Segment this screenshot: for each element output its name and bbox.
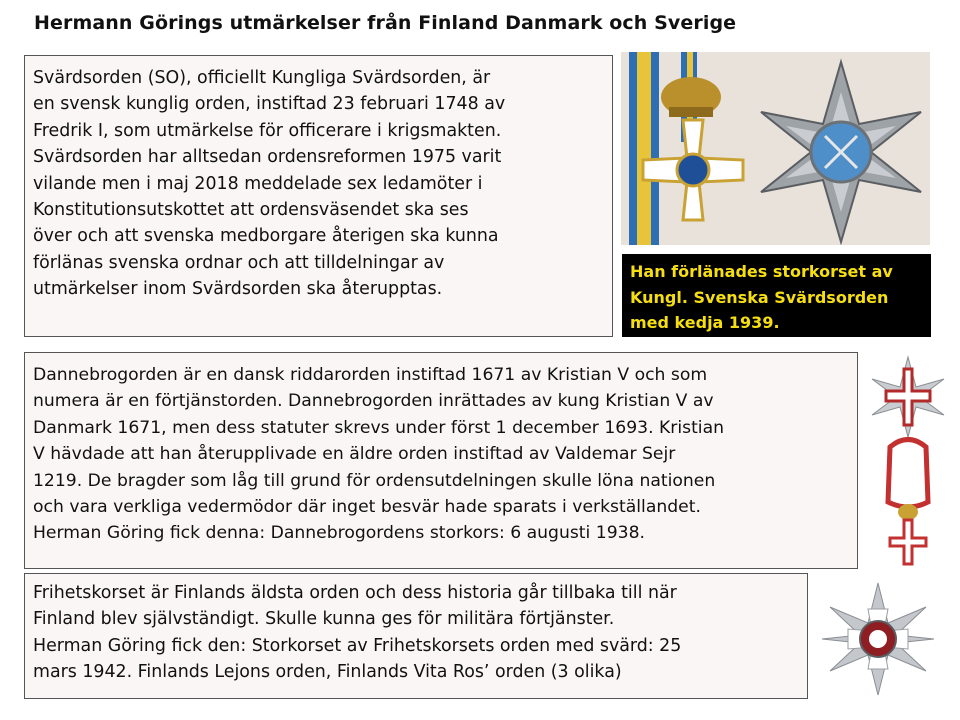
denmark-text-box — [24, 352, 858, 569]
text-line: mars 1942. Finlands Lejons orden, Finlands Vita Ros’ orden (3 olika) — [33, 662, 622, 683]
sword-order-image — [621, 52, 930, 245]
text-line: och vara verkliga vedermödor där inget besvär hade sparats i verkställandet. — [33, 497, 701, 518]
text-line: vilande men i maj 2018 meddelade sex ledamöter i — [33, 173, 483, 194]
text-line: Dannebrogorden är en dansk riddarorden instiftad 1671 av Kristian V och som — [33, 365, 708, 385]
page-title: Hermann Görings utmärkelser från Finland Danmark och Sverige — [34, 12, 737, 34]
text-line: Herman Göring fick denna: Dannebrogordens storkors: 6 augusti 1938. — [33, 523, 645, 544]
caption-line: Kungl. Svenska Svärdsorden — [630, 287, 889, 307]
text-line: Svärdsorden (SO), officiellt Kungliga Svärdsorden, är — [33, 68, 491, 88]
dannebrog-order-image — [868, 352, 948, 567]
text-line: förlänas svenska ordnar och att tilldelningar av — [33, 252, 445, 273]
text-line: Konstitutionsutskottet att ordensväsendet ska ses — [33, 200, 469, 221]
freedom-cross-image — [816, 578, 940, 700]
caption-line: med kedja 1939. — [630, 313, 780, 332]
text-line: Herman Göring fick den: Storkorset av Frihetskorsets orden med svärd: 25 — [33, 635, 682, 656]
text-line: utmärkelser inom Svärdsorden ska återupptas. — [33, 279, 443, 300]
finland-text-box — [24, 573, 808, 699]
text-line: Danmark 1671, men dess statuter skrevs under först 1 december 1693. Kristian — [33, 417, 725, 438]
text-line: numera är en förtjänstorden. Dannebrogorden inrättades av kung Kristian V av — [33, 391, 714, 412]
sword-order-caption — [622, 254, 931, 337]
text-line: V hävdade att han återupplivade en äldre orden instiftad av Valdemar Sejr — [33, 444, 676, 465]
text-line: Frihetskorset är Finlands äldsta orden och dess historia går tillbaka till när — [33, 583, 677, 603]
text-line: Finland blev självständigt. Skulle kunna ges för militära förtjänster. — [33, 609, 615, 630]
sword-order-illustration — [621, 52, 930, 245]
freedom-cross-illustration — [816, 578, 940, 700]
text-line: Svärdsorden har alltsedan ordensreformen 1975 varit — [33, 147, 502, 168]
caption-line: Han förlänades storkorset av — [630, 262, 893, 281]
dannebrog-order-illustration — [868, 352, 948, 567]
text-line: över och att svenska medborgare återigen ska kunna — [33, 226, 499, 247]
text-line: 1219. De bragder som låg till grund för ordensutdelningen skulle löna nationen — [33, 470, 716, 491]
sweden-text-box — [24, 55, 613, 337]
text-line: en svensk kunglig orden, instiftad 23 februari 1748 av — [33, 94, 506, 115]
text-line: Fredrik I, som utmärkelse för officerare i krigsmakten. — [33, 120, 502, 141]
